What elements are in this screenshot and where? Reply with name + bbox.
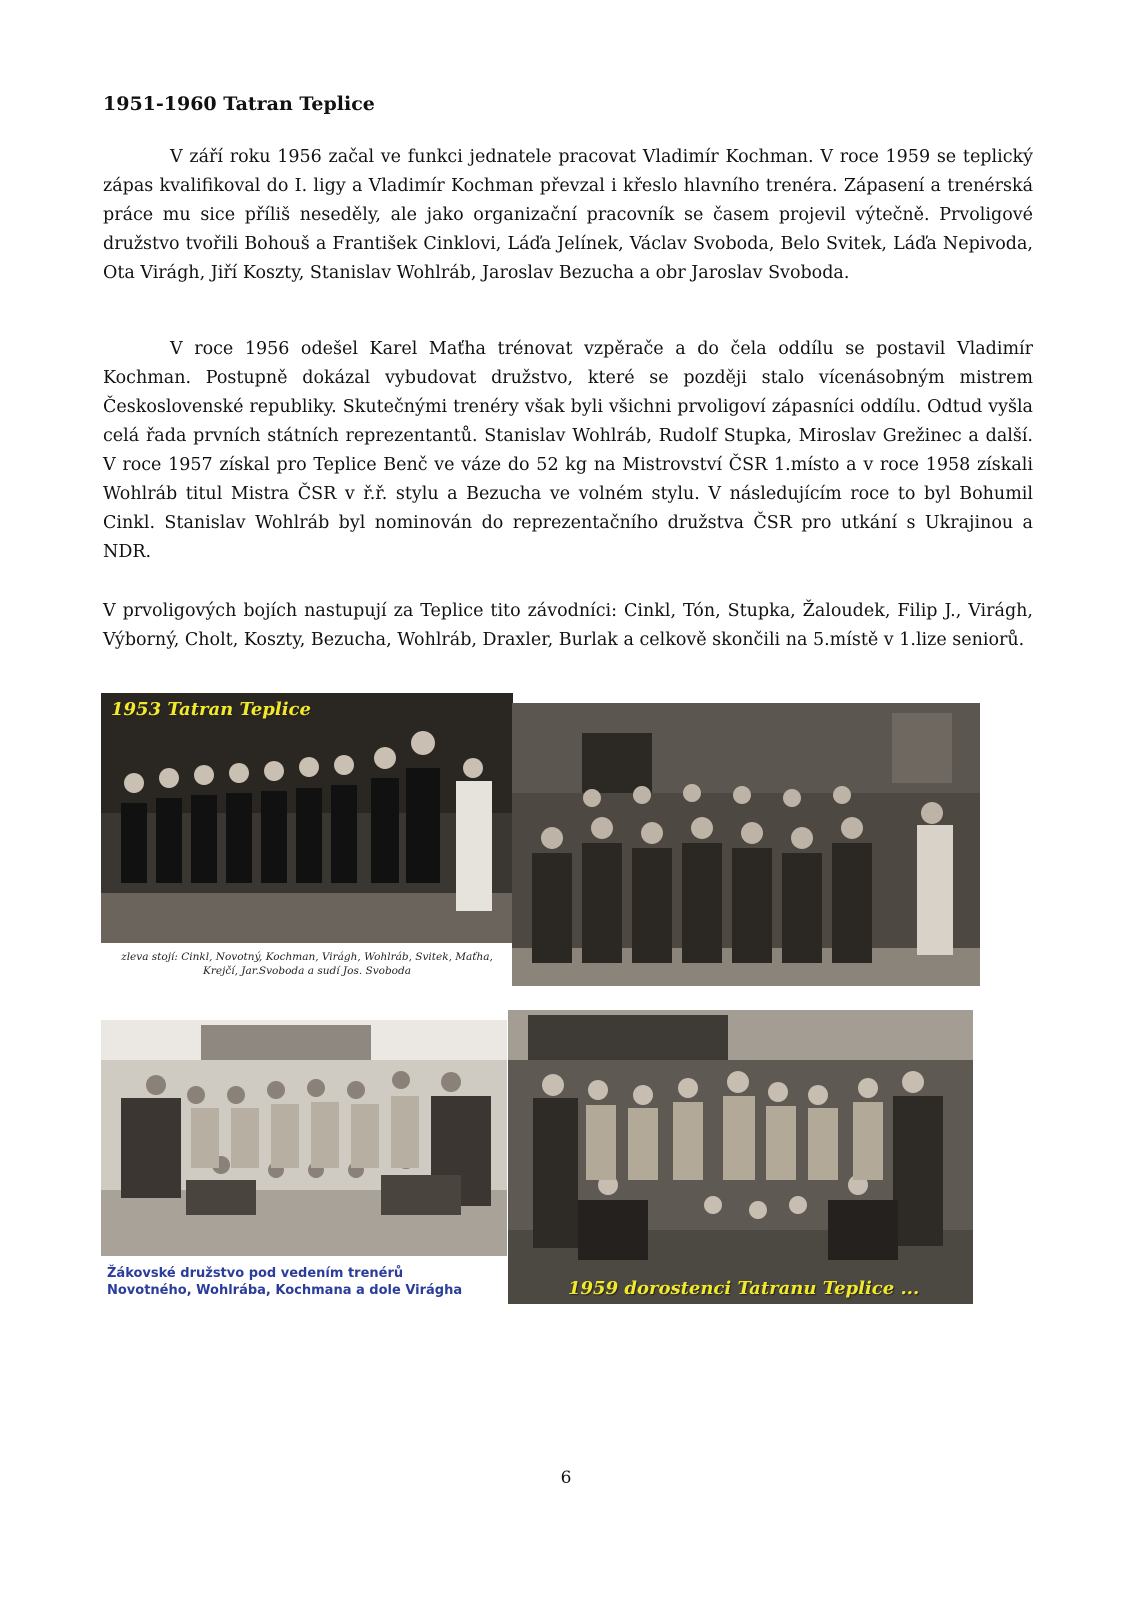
photo-youth-team [101, 1020, 507, 1256]
paragraph-3: V prvoligových bojích nastupují za Teplice tito závodníci: Cinkl, Tón, Stupka, Žaloudek, Filip J., Virágh, Výborný, Cholt, Koszty, Bezucha, Wohlráb, Draxler, Burlak a celkově skončili na 5.místě v 1.lize seniorů. [103, 601, 1033, 650]
paragraph-2: V roce 1956 odešel Karel Maťha trénovat vzpěrače a do čela oddílu se postavil Vladimír Kochman. Postupně dokázal vybudovat družstvo, které se později stalo vícenásobným mistrem Československé republiky. Skutečnými trenéry však byli všichni prvoligoví zápasníci oddílu. Odtud vyšla celá řada prvních státních reprezentantů. Stanislav Wohlráb, Rudolf Stupka, Miroslav Grežinec a další. V roce 1957 získal pro Teplice Benč ve váze do 52 kg na Mistrovství ČSR 1.místo a v roce 1958 získali Wohlráb titul Mistra ČSR v ř.ř. stylu a Bezucha ve volném stylu. V následujícím roce to byl Bohumil Cinkl. Stanislav Wohlráb byl nominován do reprezentačního družstva ČSR pro utkání s Ukrajinou a NDR. [103, 339, 1033, 562]
photo-1-caption-line-1: zleva stojí: Cinkl, Novotný, Kochman, Virágh, Wohlráb, Svitek, Maťha, [121, 951, 493, 963]
photo-1-label: 1953 Tatran Teplice [111, 699, 311, 720]
paragraph-1: V září roku 1956 začal ve funkci jednatele pracovat Vladimír Kochman. V roce 1959 se teplický zápas kvalifikoval do I. ligy a Vladimír Kochman převzal i křeslo hlavního trenéra. Zápasení a trenérská práce mu sice příliš neseděly, ale jako organizační pracovník se časem projevil výtečně. Prvoligové družstvo tvořili Bohouš a František Cinklovi, Láďa Jelínek, Václav Svoboda, Belo Svitek, Láďa Nepivoda, Ota Virágh, Jiří Koszty, Stanislav Wohlráb, Jaroslav Bezucha a obr Jaroslav Svoboda. [103, 147, 1033, 283]
photo-team-group [512, 703, 980, 986]
page-number: 6 [560, 1468, 572, 1488]
photo-1953-team [101, 693, 513, 943]
photo-4-label: 1959 dorostenci Tatranu Teplice ... [568, 1278, 920, 1299]
photo-1-caption-line-2: Krejčí, Jar.Svoboda a sudí Jos. Svoboda [203, 965, 411, 977]
photo-3-caption-line-1: Žákovské družstvo pod vedením trenérů [107, 1266, 404, 1281]
photo-3-caption-line-2: Novotného, Wohlrába, Kochmana a dole Virágha [107, 1283, 463, 1298]
photo-1959-juniors [508, 1010, 973, 1304]
section-heading: 1951-1960 Tatran Teplice [103, 93, 375, 115]
